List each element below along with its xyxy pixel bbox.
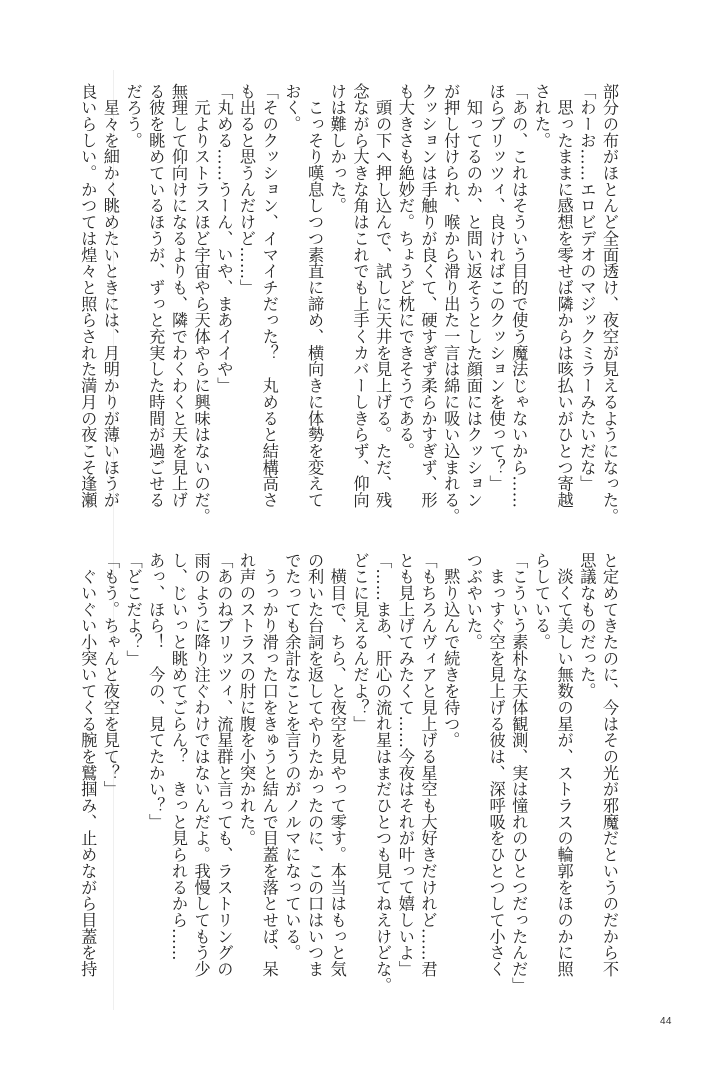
text-column: 「こういう素朴な天体観測、実は憧れのひとつだったんだ」 [509, 552, 529, 994]
text-column: どこに見えるんだよ？」 [350, 552, 370, 732]
text-column: だろう。 [123, 83, 143, 149]
text-column: も出ると思うんだけど……」 [237, 83, 256, 296]
text-column: 元よりストラスほど宇宙やら天体やらに興味はないのだ。 [191, 83, 211, 525]
text-column: 念ながら大きな角はこれでも上手くカバーしきらず、仰向 [350, 83, 370, 509]
text-block-upper [75, 83, 620, 523]
text-column: 「もちろんヴィアと見上げる星空も大好きだけれど……君 [418, 552, 438, 978]
text-column: の利いた台詞を返してやりたかったのに、この口はいつま [305, 552, 325, 978]
text-column: ほらブリッツィ、良ければこのクッションを使って？」 [486, 83, 506, 492]
text-column: うっかり滑った口をきゅうと結んで目蓋を落とせば、呆 [259, 552, 279, 978]
text-column: 思議なものだった。 [577, 552, 597, 700]
text-column: された。 [531, 83, 551, 149]
text-column: 良いらしい。かつては煌々と照らされた満月の夜こそ逢瀬 [78, 83, 98, 509]
text-column: 知ってるのか、と問い返そうとした顔面にはクッション [463, 83, 483, 509]
text-column: れ声のストラスの肘に腹を小突かれた。 [237, 552, 256, 847]
text-column: 「わーお……エロビデオのマジックミラーみたいだな」 [577, 83, 597, 492]
text-column: あっ、ほら！ 今の、見てたかい？」 [146, 552, 166, 830]
text-column: クッションは手触りが良くて、硬すぎず柔らかすぎず、形 [418, 83, 438, 509]
text-column: ぐいぐい小突いてくる腕を鷲掴み、止めながら目蓋を持 [78, 552, 98, 978]
text-column: 「丸める……うーん、いや、まあイイや」 [214, 83, 234, 394]
text-column: でたっても余計なことを言うのがノルマになっている。 [282, 552, 302, 961]
page-number: 44 [660, 1016, 672, 1027]
text-column: つぶやいた。 [463, 552, 483, 651]
text-column: けは難しかった。 [327, 83, 347, 214]
text-column: 「あのねブリッツィ、流星群と言っても、ラストリングの [214, 552, 234, 978]
text-column: 「そのクッション、イマイチだった？ 丸めると結構高さ [259, 83, 279, 509]
text-column: 「どこだよ？」 [123, 552, 143, 667]
text-column: 雨のように降り注ぐわけではないんだよ。我慢してもう少 [191, 552, 211, 978]
text-column: 頭の下へ押し込んで、試しに天井を見上げる。ただ、残 [373, 83, 393, 509]
text-column: こっそり嘆息しつつ素直に諦め、横向きに体勢を変えて [305, 83, 325, 509]
text-column: も大きさも絶妙だ。ちょうど枕にできそうである。 [395, 83, 415, 460]
text-column: 「あの、これはそういう目的で使う魔法じゃないから…… [509, 83, 529, 509]
text-column: と定めてきたのに、今はその光が邪魔だというのだから不 [600, 552, 619, 978]
text-column: 部分の布がほとんど全面透け、夜空が見えるようになった。 [600, 83, 619, 525]
text-column: 「もう。ちゃんと夜空を見て？」 [100, 552, 120, 798]
text-column: 無理して仰向けになるよりも、隣でわくわくと天を見上げ [168, 83, 188, 509]
text-column: らしている。 [531, 552, 551, 651]
text-column: 淡くて美しい無数の星が、ストラスの輪郭をほのかに照 [554, 552, 574, 978]
text-column: おく。 [282, 83, 302, 133]
text-column: 「……まあ、肝心の流れ星はまだひとつも見てねえけどな。 [373, 552, 393, 994]
text-column: が押し付けられ、喉から滑り出た一言は綿に吸い込まれる。 [441, 83, 461, 525]
text-column: 横目で、ちら、と夜空を見やって零す。本当はもっと気 [327, 552, 347, 978]
text-column: 星々を細かく眺めたいときには、月明かりが薄いほうが [100, 83, 120, 509]
text-column: まっすぐ空を見上げる彼は、深呼吸をひとつして小さく [486, 552, 506, 978]
text-column: 黙り込んで続きを待つ。 [441, 552, 461, 749]
text-column: る彼を眺めているほうが、ずっと充実した時間が過ごせる [146, 83, 166, 509]
text-column: とも見上げてみたくて……今夜はそれが叶って嬉しいよ」 [395, 552, 415, 978]
text-column: し、じいっと眺めてごらん？ きっと見られるから…… [168, 552, 188, 961]
text-block-lower [75, 552, 620, 992]
text-column: 思ったままに感想を零せば隣からは咳払いがひとつ寄越 [554, 83, 574, 509]
